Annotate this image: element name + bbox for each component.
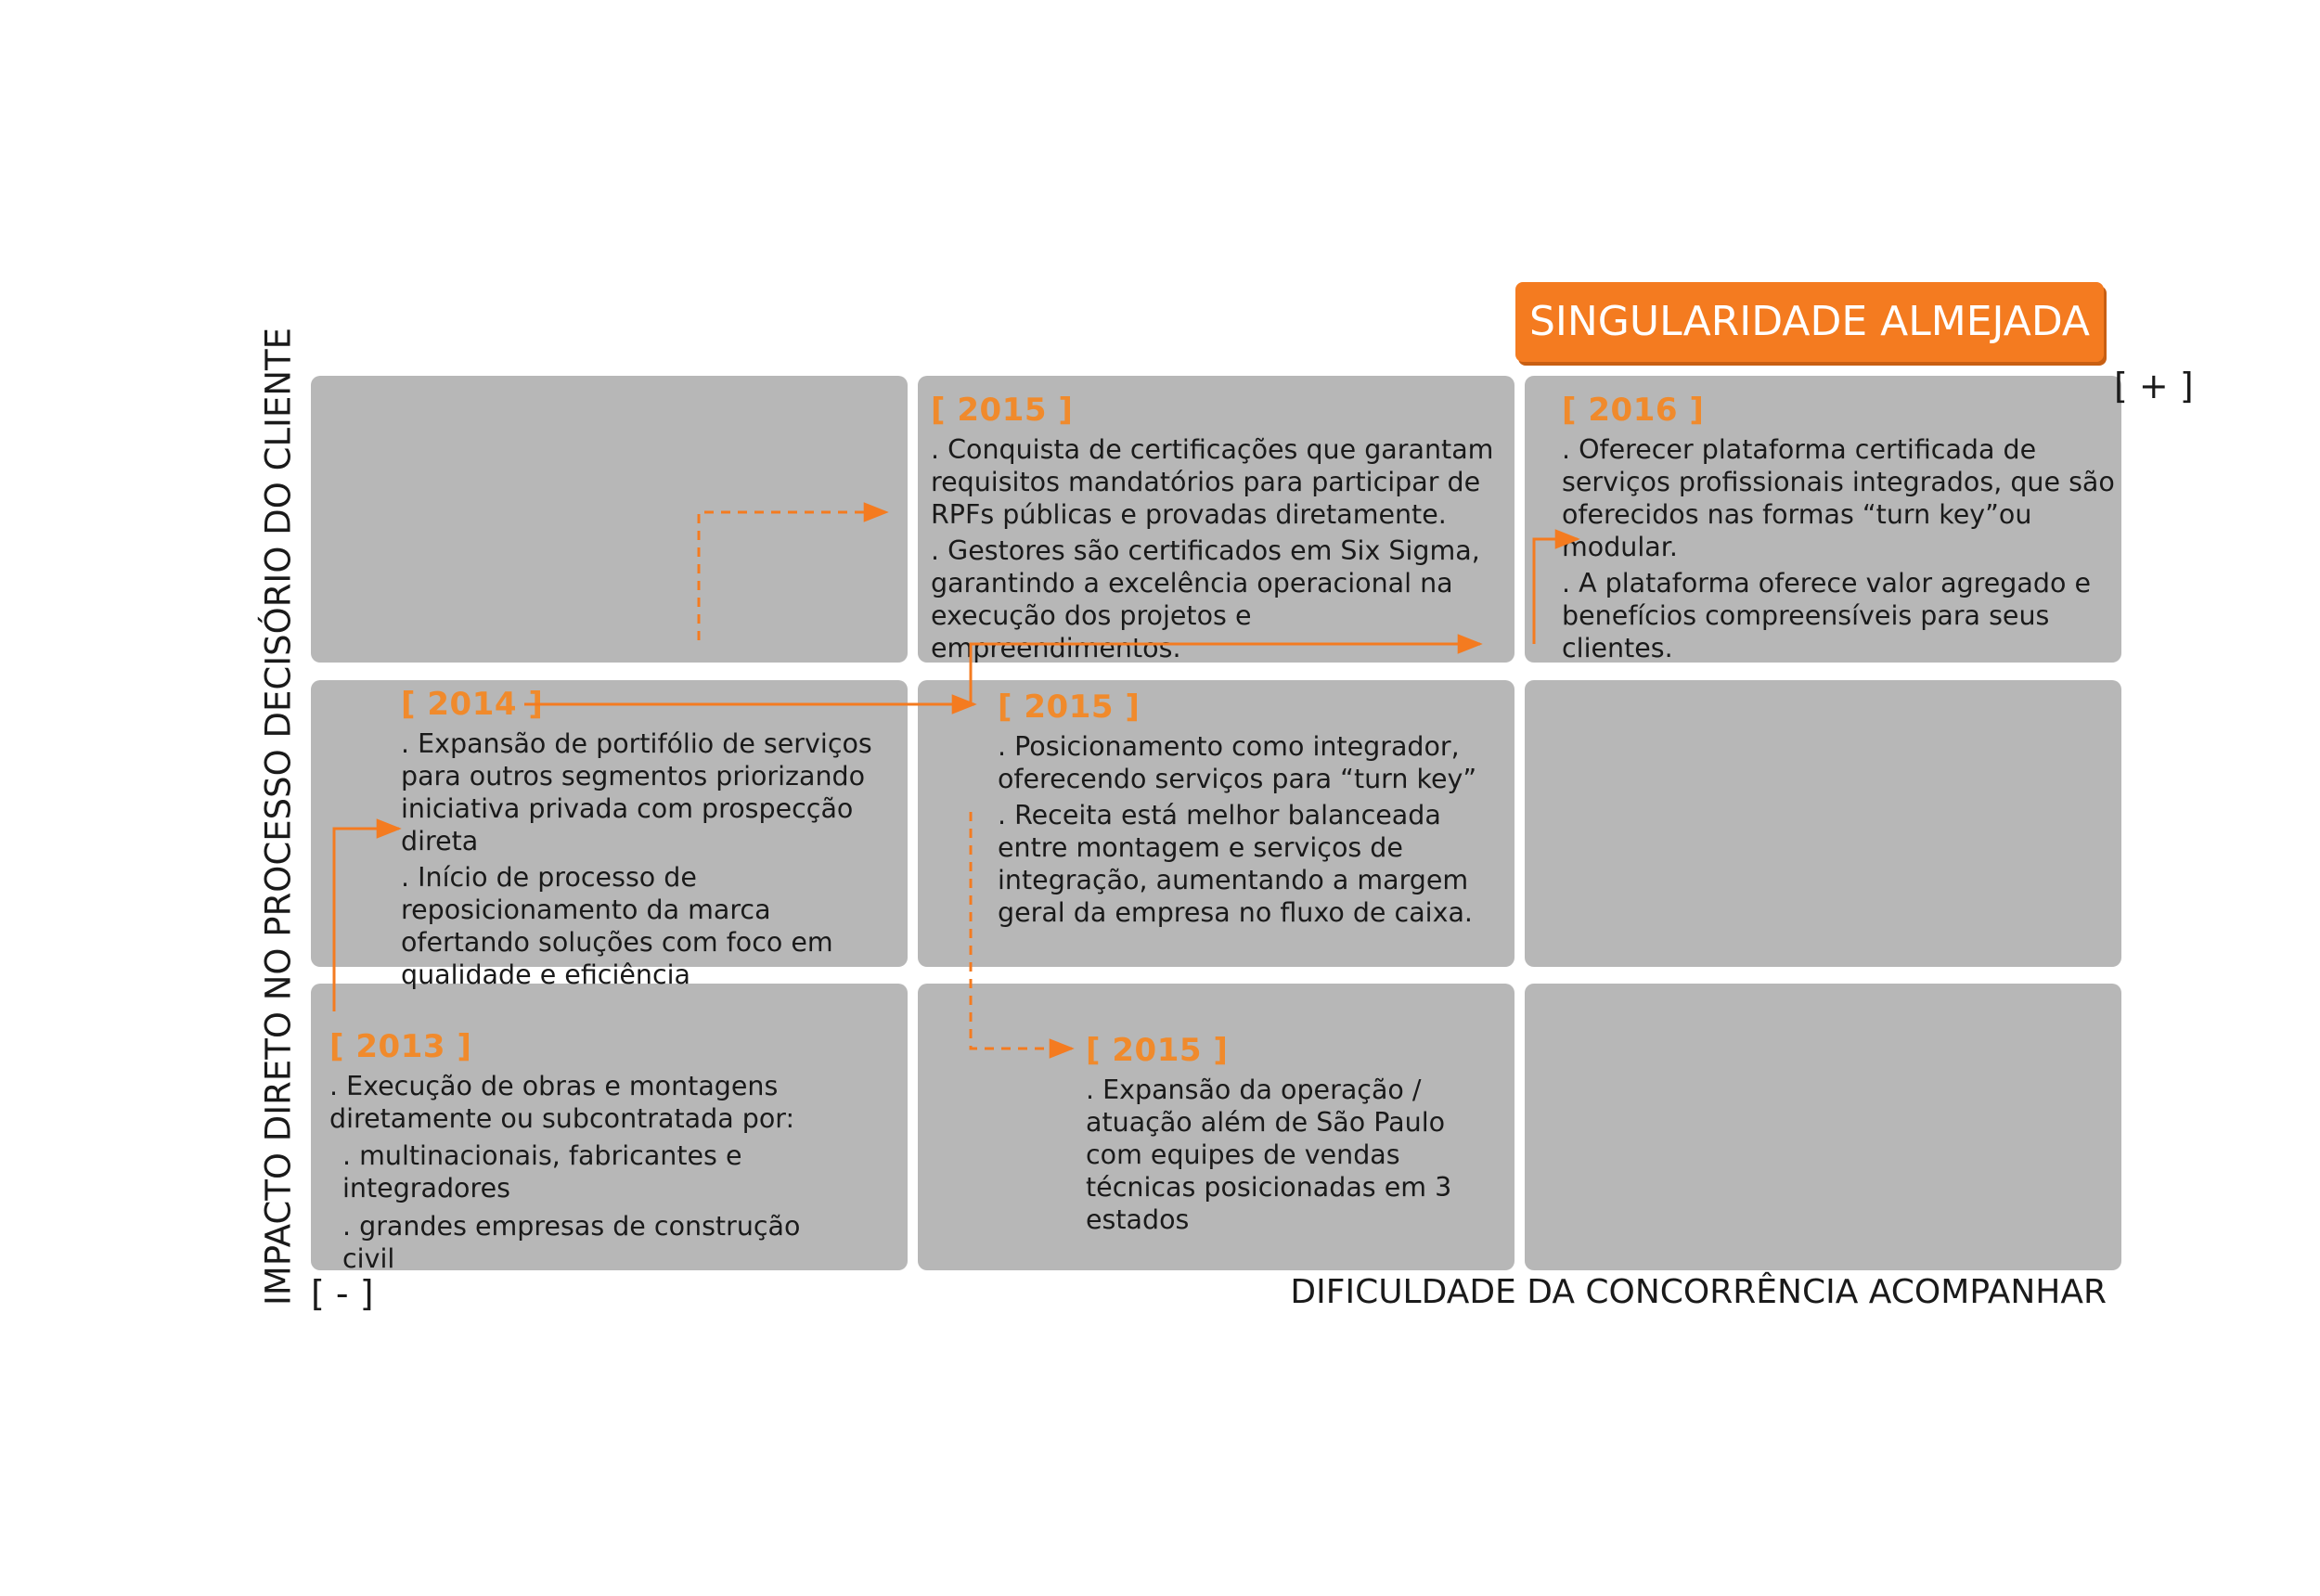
text-2015-top [931,433,1506,668]
year-label-2013: [ 2013 ] [329,1028,472,1065]
line-2014-2: . Início de processo de reposicionamento da marca ofertando soluções com foco em qualidade e eficiência [401,862,833,990]
year-label-2016: [ 2016 ] [1562,392,1705,429]
line-2015-bot-1: . Expansão da operação / atuação além de São Paulo com equipes de vendas técnicas posicionadas em 3 estados [1086,1075,1452,1235]
cell-bot-right [1525,984,2121,1270]
cell-mid-right [1525,680,2121,967]
text-2013 [329,1070,849,1281]
line-2015-top-1: . Conquista de certificações que garantam requisitos mandatórios para participar de RPFs públicas e provadas diretamente. [931,434,1494,530]
year-label-2015-bot: [ 2015 ] [1086,1032,1229,1069]
line-2015-mid-2: . Receita está melhor balanceada entre montagem e serviços de integração, aumentando a margem geral da empresa no fluxo de caixa. [998,800,1473,928]
year-label-2015-top: [ 2015 ] [931,392,1074,429]
y-axis-label: IMPACTO DIRETO NO PROCESSO DECISÓRIO DO CLIENTE [258,327,299,1306]
line-2014-1: . Expansão de portifólio de serviços para outros segmentos priorizando iniciativa privada com prospecção direta [401,728,872,856]
year-label-2014: [ 2014 ] [401,686,544,723]
line-2016-2: . A plataforma oferece valor agregado e benefícios compreensíveis para seus clientes. [1562,568,2091,663]
singularity-badge: SINGULARIDADE ALMEJADA [1515,282,2104,362]
year-label-2015-mid: [ 2015 ] [998,689,1141,726]
line-2015-mid-1: . Posicionamento como integrador, oferecendo serviços para “turn key” [998,731,1477,794]
text-2016 [1562,433,2119,668]
text-2015-mid [998,730,1508,933]
line-2016-1: . Oferecer plataforma certificada de serviços profissionais integrados, que são oferecidos nas formas “turn key”ou modular. [1562,434,2115,562]
line-2013-intro: . Execução de obras e montagens diretamente ou subcontratada por: [329,1071,795,1134]
plus-marker: [ + ] [2114,366,2194,406]
cell-top-left [311,376,908,663]
minus-marker: [ - ] [311,1273,374,1314]
text-2015-bot [1086,1074,1494,1240]
line-2015-top-2: . Gestores são certificados em Six Sigma, garantindo a excelência operacional na execução dos projetos e empreendimentos. [931,535,1480,663]
x-axis-label: DIFICULDADE DA CONCORRÊNCIA ACOMPANHAR [1290,1273,2107,1311]
text-2014 [401,727,907,995]
line-2013-sub-2: . grandes empresas de construção civil [342,1211,801,1274]
line-2013-sub-1: . multinacionais, fabricantes e integradores [342,1140,742,1203]
